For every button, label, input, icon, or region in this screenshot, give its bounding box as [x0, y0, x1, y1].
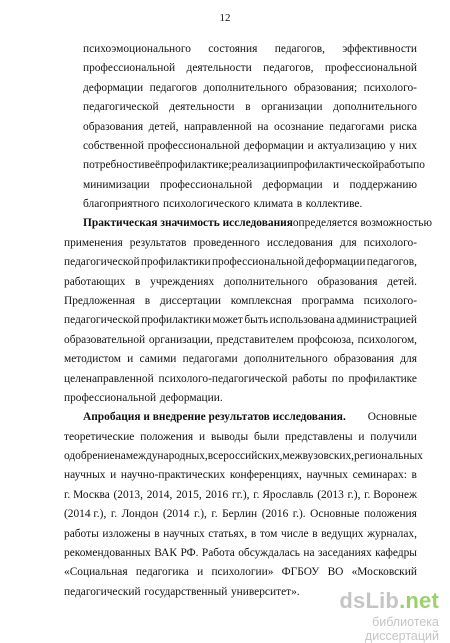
word: межвузовских,	[282, 450, 355, 462]
word: психологического	[162, 198, 251, 210]
word: 2014,	[146, 488, 173, 501]
word: дополнительного	[203, 81, 288, 94]
word: может	[212, 314, 243, 327]
word: положения	[140, 430, 194, 443]
word: представителем	[216, 333, 294, 346]
word: «Социальная	[64, 566, 128, 579]
word: (2014	[162, 508, 190, 521]
word: профилактической	[287, 159, 379, 172]
word: и	[110, 469, 117, 482]
paragraph-practical-significance-first-line	[83, 214, 432, 233]
word: применения	[64, 236, 123, 249]
word: региональных	[354, 450, 423, 462]
word: них	[399, 139, 417, 152]
word: психологом,	[357, 333, 417, 346]
word: г. Ярославль	[253, 488, 314, 501]
word: РФ.	[180, 546, 199, 559]
word: на	[114, 450, 126, 462]
word: были	[253, 430, 280, 443]
page-number: 12	[219, 12, 231, 24]
word: для	[339, 236, 357, 249]
paragraph-approbation-line	[64, 563, 417, 582]
word: научных	[64, 469, 106, 482]
word: дополнительного	[223, 275, 308, 288]
word: образования;	[293, 81, 358, 94]
word: и	[197, 566, 204, 579]
word: ВАК	[154, 546, 177, 559]
word: в	[245, 101, 251, 114]
word: (2016	[261, 508, 289, 521]
word: психолого-	[363, 236, 417, 249]
paragraph-approbation-line	[64, 447, 423, 466]
word: в	[135, 275, 141, 288]
word: коллективе.	[305, 198, 363, 210]
paragraph-approbation-first-line	[83, 408, 417, 427]
word: статьях,	[208, 527, 248, 540]
word: педагогов	[149, 81, 197, 94]
word: журналах,	[367, 527, 417, 540]
word: (2013	[317, 488, 344, 501]
word: обсуждалась	[238, 546, 300, 559]
word: детей.	[387, 275, 417, 288]
word: ФГБОУ	[281, 566, 320, 579]
word: комплексная	[230, 294, 292, 307]
word: числе	[280, 527, 309, 540]
paragraph-heading: Практическая значимость исследования	[83, 217, 293, 230]
word: педагогами	[182, 353, 238, 366]
word: работы	[64, 527, 99, 540]
word: на	[257, 120, 269, 133]
paragraph-heading-rest: определяется возможностью	[292, 217, 432, 230]
paragraph-list-continuation-line	[83, 156, 425, 175]
word: в	[144, 159, 150, 172]
paragraph-approbation-line	[64, 505, 417, 524]
word: программа	[301, 294, 354, 307]
word: 2016	[205, 488, 229, 501]
word: направленной	[183, 120, 252, 133]
word: образования	[333, 353, 394, 366]
word: государственный	[144, 585, 228, 598]
word: деятельности	[186, 62, 252, 75]
word: в	[312, 527, 318, 540]
word: для	[400, 353, 417, 366]
word: психоэмоционального	[83, 43, 191, 55]
watermark-brand	[339, 589, 439, 613]
word: реализации	[231, 159, 288, 172]
paragraph-practical-significance-line	[64, 292, 417, 311]
paragraph-list-continuation-line	[83, 40, 417, 59]
word: профессиональной	[147, 139, 240, 152]
word: на	[303, 546, 315, 559]
word: Основные	[310, 508, 360, 521]
word: в	[411, 469, 417, 482]
word: учреждениях	[150, 275, 215, 288]
word: образования	[83, 120, 144, 133]
word: психолого-	[363, 81, 417, 94]
word: психолого-	[363, 294, 417, 307]
word: научных	[163, 527, 205, 540]
word: том	[259, 527, 278, 540]
word: гг.),	[231, 488, 250, 501]
word: деформации	[83, 81, 144, 94]
paragraph-approbation-line	[64, 466, 417, 485]
word: педагогов,	[263, 62, 314, 75]
watermark-brand-name: dsLib	[339, 588, 400, 613]
word: кафедры	[375, 546, 417, 559]
word: профилактики	[141, 314, 211, 327]
word: г.	[211, 508, 218, 521]
paragraph-list-continuation-line	[83, 195, 417, 214]
word: целенаправленной	[64, 372, 154, 385]
paragraph-heading: Апробация и внедрение результатов исследования.	[83, 411, 346, 424]
word: климата	[253, 198, 294, 210]
word: проведенного	[193, 236, 260, 249]
word: администрацией	[336, 314, 417, 327]
paragraph-practical-significance-line	[64, 389, 417, 408]
word: потребности	[83, 159, 145, 172]
word: работы	[378, 159, 414, 172]
paragraph-list-continuation-line	[83, 118, 417, 137]
word: в	[144, 294, 151, 307]
word: профессиональной	[211, 256, 305, 269]
word: педагогической	[83, 101, 159, 114]
word: выводы	[210, 430, 249, 443]
word: дополнительного	[243, 353, 328, 366]
word: и	[199, 430, 206, 443]
word: образования	[317, 275, 378, 288]
word: профилактики	[140, 256, 211, 269]
word: психолого-педагогической	[158, 372, 288, 385]
paragraph-practical-significance-line	[64, 331, 417, 350]
word: методистом	[64, 353, 121, 366]
word: одобрение	[64, 450, 115, 462]
word: педагогический	[64, 585, 141, 598]
word: результатов	[129, 236, 187, 249]
word: по	[413, 159, 425, 172]
word: педагогами	[329, 120, 385, 133]
word: 2015,	[176, 488, 202, 501]
word: исследования	[266, 236, 333, 249]
word: рекомендованных	[64, 546, 151, 559]
word: г.	[110, 508, 118, 521]
word: осознание	[274, 120, 324, 133]
word: в	[154, 527, 160, 540]
word: международных,	[125, 450, 208, 462]
word: г. Москва	[64, 488, 110, 501]
word: педагогика	[135, 566, 189, 579]
word: университет».	[230, 585, 300, 598]
word: самими	[139, 353, 177, 366]
paragraph-practical-significance-line	[64, 234, 417, 253]
word: диссертации	[159, 294, 222, 307]
word: эффективности	[342, 43, 417, 55]
word: благоприятного	[83, 198, 160, 210]
watermark-subtitle: библиотека диссертаций	[364, 615, 439, 643]
word: Лондон	[121, 508, 159, 521]
word: Берлин	[222, 508, 258, 521]
word: образовательной	[64, 333, 146, 346]
word: в	[250, 527, 257, 540]
word: научно-практических	[120, 469, 226, 482]
word: работающих	[64, 275, 126, 288]
word: и	[127, 353, 134, 366]
word: профсоюза,	[297, 333, 354, 346]
word: «Московский	[351, 566, 417, 579]
word: минимизации	[83, 178, 150, 191]
word: дополнительного	[333, 101, 417, 114]
watermark-brand-domain: .net	[399, 588, 439, 613]
word: в	[296, 198, 303, 210]
word: г.).	[292, 508, 306, 521]
word: актуализацию	[317, 139, 386, 152]
paragraph-approbation-line	[64, 544, 417, 563]
word: её	[149, 159, 161, 172]
word: организации	[261, 101, 323, 114]
word: у	[389, 139, 396, 152]
word: профессиональной	[160, 178, 253, 191]
word: ведущих	[321, 527, 364, 540]
word: и	[333, 178, 340, 191]
word: профессиональной	[64, 391, 157, 404]
word: представлены	[285, 430, 353, 443]
word: Работа	[201, 546, 235, 559]
word: научных	[306, 469, 348, 482]
word: деформации.	[159, 391, 223, 404]
word: профилактике;	[160, 159, 232, 172]
word: педагогической	[64, 314, 140, 327]
word: профессиональной	[324, 62, 417, 75]
word: педагогической	[64, 256, 140, 269]
paragraph-practical-significance-line	[64, 253, 417, 272]
word: деформации	[262, 178, 323, 191]
word: положения	[363, 508, 417, 521]
word: работы	[292, 372, 328, 385]
word: профилактике	[348, 372, 417, 385]
word: собственной	[83, 139, 144, 152]
paragraph-heading-rest: Основные	[367, 411, 417, 424]
paragraph-approbation-line	[64, 486, 417, 505]
paragraph-list-continuation-line	[83, 137, 417, 156]
paragraph-list-continuation-line	[83, 59, 417, 78]
word: ВО	[327, 566, 344, 579]
paragraph-practical-significance-line	[64, 350, 417, 369]
paragraph-list-continuation-line	[83, 176, 417, 195]
word: и	[358, 430, 365, 443]
word: теоретические	[64, 430, 135, 443]
word: состояния	[208, 43, 258, 55]
word: заседаниях	[318, 546, 372, 559]
paragraph-practical-significance-line	[64, 273, 417, 292]
paragraph-practical-significance-line	[64, 311, 417, 330]
word: г.),	[194, 508, 207, 521]
word: деятельности	[169, 101, 235, 114]
paragraph-list-continuation-line	[83, 98, 417, 117]
word: педагогов,	[366, 256, 417, 269]
word: по	[331, 372, 344, 385]
word: Предложенная	[64, 294, 135, 307]
word: (2014 г.),	[64, 508, 107, 521]
word: деформации	[243, 139, 304, 152]
dslib-watermark	[295, 588, 445, 643]
paragraph-approbation-line	[64, 428, 417, 447]
word: использована	[269, 314, 335, 327]
word: конференциях,	[229, 469, 302, 482]
paragraph-list-continuation-line	[83, 79, 417, 98]
word: изложены	[102, 527, 151, 540]
word: семинарах:	[352, 469, 407, 482]
word: поддержанию	[349, 178, 417, 191]
word: (2013,	[113, 488, 143, 501]
word: г.),	[347, 488, 361, 501]
paragraph-practical-significance-line	[64, 370, 417, 389]
word: всероссийских,	[207, 450, 283, 462]
word: быть	[244, 314, 269, 327]
word: риска	[389, 120, 417, 133]
word: г. Воронеж	[364, 488, 417, 501]
word: получили	[370, 430, 417, 443]
word: детей,	[148, 120, 179, 133]
word: педагогов,	[274, 43, 325, 55]
word: организации,	[148, 333, 213, 346]
word: психологии»	[211, 566, 274, 579]
paragraph-approbation-line	[64, 525, 417, 544]
word: и	[307, 139, 314, 152]
word: профессиональной	[83, 62, 176, 75]
word: деформации	[305, 256, 366, 269]
